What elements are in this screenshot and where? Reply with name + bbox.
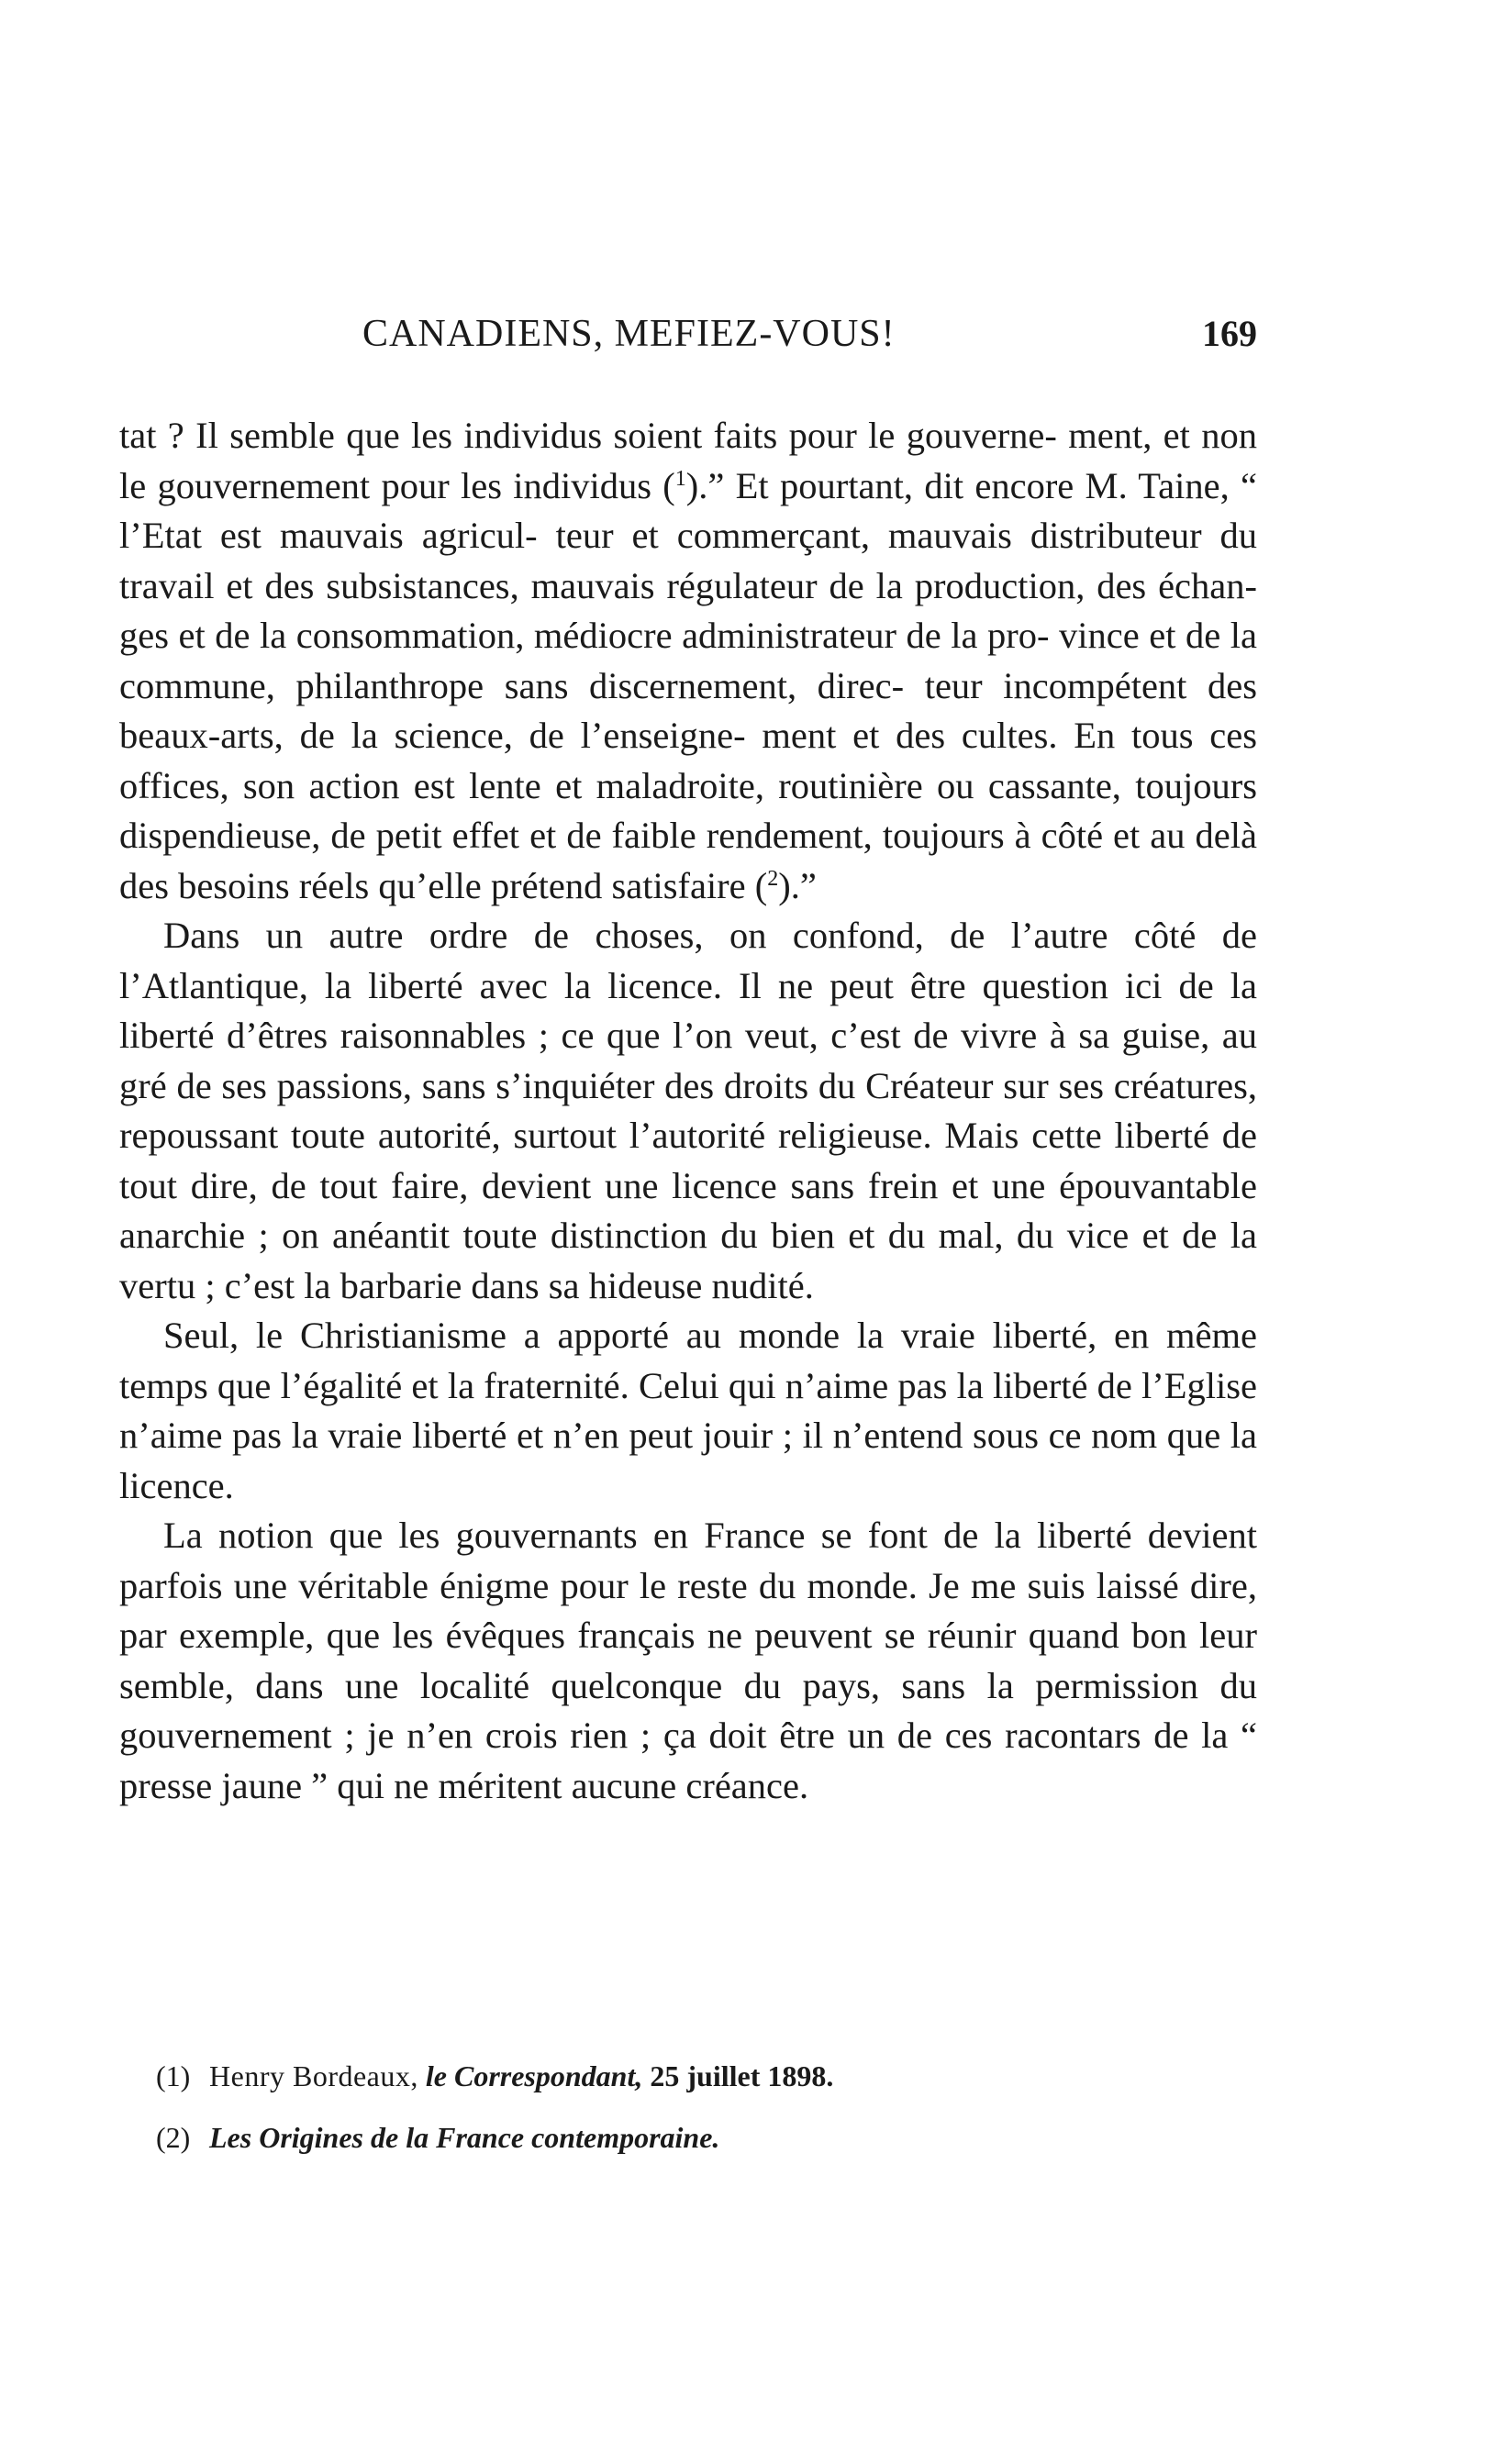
paragraph-france-liberty: La notion que les gouvernants en France se font de la liberté devient parfois une véritable énigme pour le reste du monde. Je me suis laissé dire, par exemple, que les évêques français ne peuvent se réunir quand bon leur semble, dans une localité quelconque du pays, sans la permission du gouvernement ; je n’en crois rien ; ça doit être un de ces racontars de la “ presse jaune ” qui ne méritent aucune créance. bbox=[119, 1515, 1257, 1806]
line-text: tat ? Il semble que les individus soient faits pour le gouverne- bbox=[119, 415, 1057, 456]
footnote-work-title: Les Origines de la France contemporaine. bbox=[209, 2121, 720, 2154]
paragraph-christianity: Seul, le Christianisme a apporté au monde la vraie liberté, en même temps que l’égalité et la fraternité. Celui qui n’aime pas la liberté de l’Eglise n’aime pas la vraie liberté et n’en peut jouir ; il n’entend sous ce nom que la licence. bbox=[119, 1315, 1257, 1506]
body-text bbox=[119, 411, 1257, 1811]
footnote-author: Henry Bordeaux, bbox=[209, 2059, 418, 2092]
paragraph-continuation bbox=[119, 411, 1257, 911]
footnote-mark: (1) bbox=[156, 2059, 191, 2092]
line-text: teur et commerçant, mauvais distributeur du travail et des bbox=[119, 515, 1258, 606]
footnote-1 bbox=[156, 2058, 1257, 2094]
line-text: pourtant, dit encore M. Taine, “ l’Etat est mauvais agricul- bbox=[119, 464, 1257, 556]
line-text: besoins réels qu’elle prétend satisfaire ( bbox=[178, 864, 768, 906]
line-text: ).” Et bbox=[685, 464, 769, 506]
footnotes bbox=[156, 2058, 1257, 2181]
line-text: maladroite, routinière ou cassante, toujours dispendieuse, de bbox=[119, 764, 1257, 856]
footnote-mark: (2) bbox=[156, 2121, 191, 2154]
running-title: CANADIENS, MEFIEZ-VOUS! bbox=[362, 313, 896, 355]
line-text: teur incompétent des beaux-arts, de la science, de l’enseigne- bbox=[119, 664, 1258, 756]
page-number: 169 bbox=[1202, 313, 1257, 354]
footnote-ref: 2 bbox=[767, 866, 779, 891]
line-text: ges et de la consommation, médiocre administrateur de la pro- bbox=[119, 615, 1050, 656]
footnote-date: 25 juillet 1898. bbox=[650, 2059, 834, 2092]
running-head bbox=[119, 312, 1257, 367]
line-text: ).” bbox=[778, 864, 817, 906]
line-text: subsistances, mauvais régulateur de la production, des échan- bbox=[326, 564, 1257, 606]
footnote-2 bbox=[156, 2119, 1257, 2156]
line-text: ment et des cultes. En tous ces offices, son action est lente et bbox=[119, 715, 1257, 806]
footnote-work-title: le Correspondant, bbox=[425, 2059, 643, 2092]
line-text: petit effet et de faible rendement, toujours à côté et au delà des bbox=[119, 815, 1258, 906]
line-text: vince et de la commune, philanthrope sans discernement, direc- bbox=[119, 615, 1258, 706]
paragraph-liberty-licence: Dans un autre ordre de choses, on confond, de l’autre côté de l’Atlantique, la liberté avec la licence. Il ne peut être question ici de la liberté d’êtres raisonnables ; ce que l’on veut, c’est de vivre à sa guise, au gré de ses passions, sans s’inquiéter des droits du Créateur sur ses créatures, repoussant toute autorité, surtout l’autorité religieuse. Mais cette liberté de tout dire, de tout faire, devient une licence sans frein et une épouvantable anarchie ; on anéantit toute distinction du bien et du mal, du vice et de la vertu ; c’est la barbarie dans sa hideuse nudité. bbox=[119, 915, 1257, 1306]
footnote-ref: 1 bbox=[674, 466, 686, 491]
line-text: ment, et non le gouvernement pour les individus ( bbox=[119, 415, 1257, 506]
